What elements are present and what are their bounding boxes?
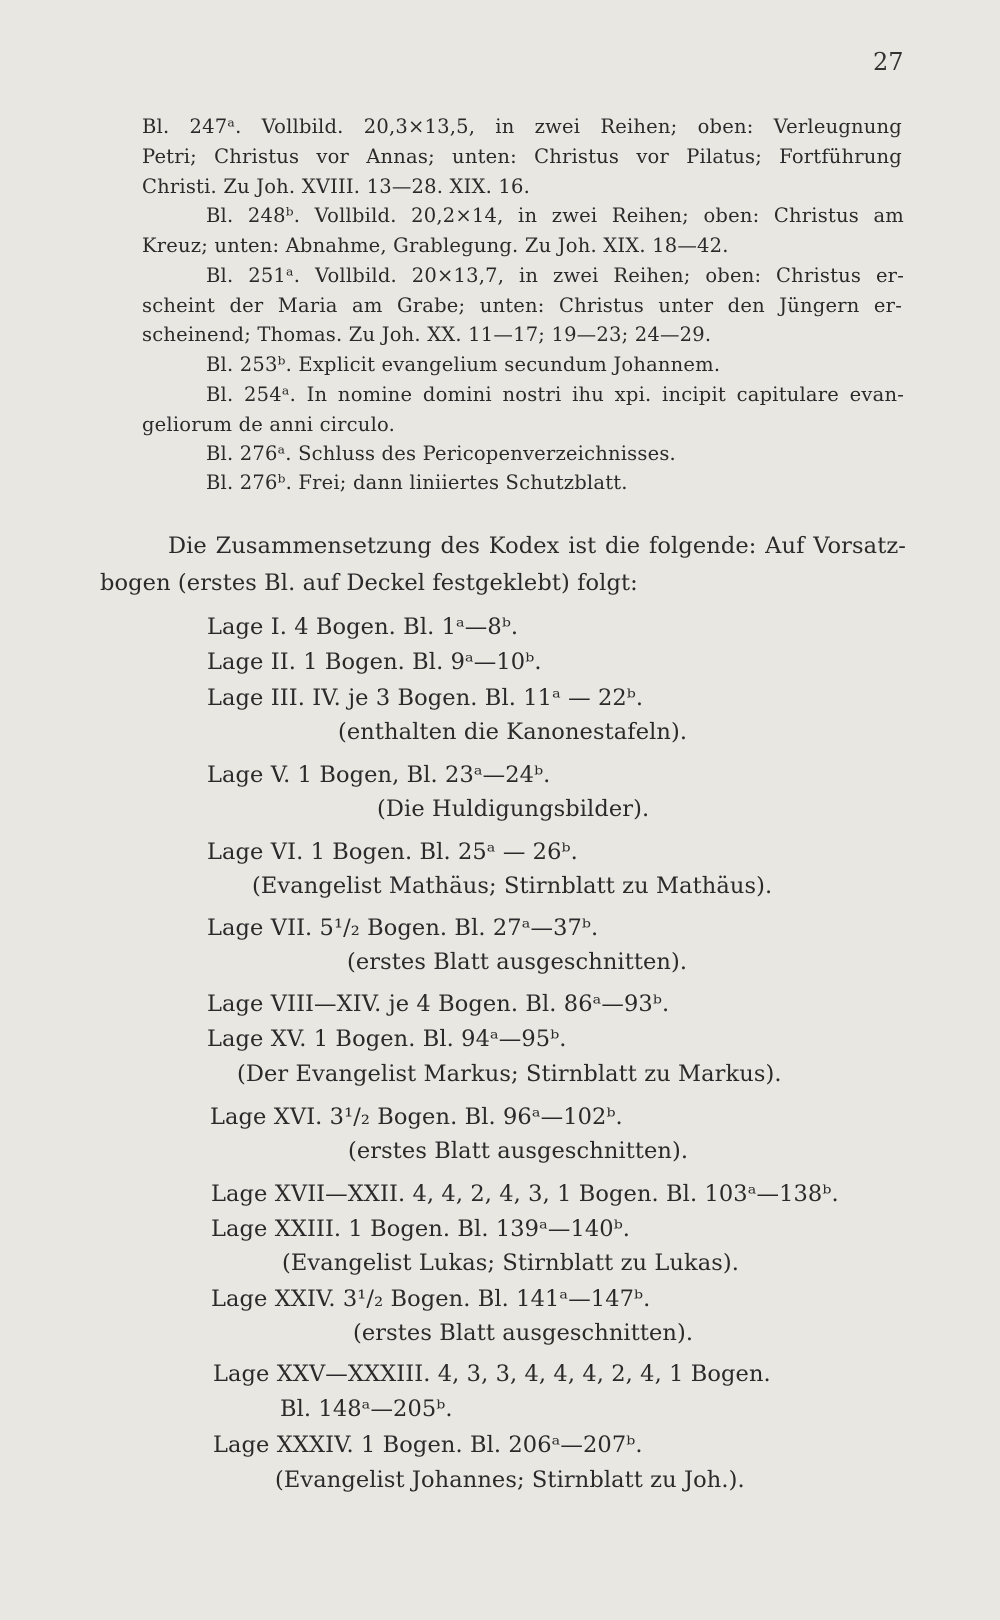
entry-line: Christi. Zu Joh. XVIII. 13—28. XIX. 16. (142, 175, 531, 198)
lage-line: Lage I. 4 Bogen. Bl. 1ᵃ—8ᵇ. (207, 614, 519, 640)
lage-note: (enthalten die Kanonestafeln). (338, 719, 688, 745)
lage-line: Lage V. 1 Bogen, Bl. 23ᵃ—24ᵇ. (207, 762, 551, 788)
intro-line: Die Zusammensetzung des Kodex ist die folgende: Auf Vorsatz- (168, 533, 906, 559)
lage-note: (erstes Blatt ausgeschnitten). (348, 1138, 689, 1164)
entry-line: scheint der Maria am Grabe; unten: Christus unter den Jüngern er- (142, 294, 902, 317)
lage-line: Lage XVI. 3¹/₂ Bogen. Bl. 96ᵃ—102ᵇ. (210, 1104, 623, 1130)
entry-line: Kreuz; unten: Abnahme, Grablegung. Zu Joh. XIX. 18—42. (142, 234, 729, 257)
entry-line: Bl. 251ᵃ. Vollbild. 20×13,7, in zwei Reihen; oben: Christus er- (206, 264, 904, 287)
lage-line: Lage VII. 5¹/₂ Bogen. Bl. 27ᵃ—37ᵇ. (207, 915, 599, 941)
page-number: 27 (873, 48, 904, 76)
lage-note: (Evangelist Johannes; Stirnblatt zu Joh.). (275, 1467, 745, 1493)
entry-line: Bl. 276ᵇ. Frei; dann liniiertes Schutzblatt. (206, 471, 628, 494)
lage-line: Bl. 148ᵃ—205ᵇ. (280, 1396, 453, 1422)
lage-line: Lage VI. 1 Bogen. Bl. 25ᵃ — 26ᵇ. (207, 839, 578, 865)
lage-note: (Evangelist Lukas; Stirnblatt zu Lukas). (282, 1250, 740, 1276)
lage-line: Lage XXIV. 3¹/₂ Bogen. Bl. 141ᵃ—147ᵇ. (211, 1286, 651, 1312)
entry-line: Bl. 253ᵇ. Explicit evangelium secundum Johannem. (206, 353, 721, 376)
entry-line: Bl. 248ᵇ. Vollbild. 20,2×14, in zwei Reihen; oben: Christus am (206, 204, 904, 227)
lage-line: Lage III. IV. je 3 Bogen. Bl. 11ᵃ — 22ᵇ. (207, 685, 644, 711)
entry-line: Bl. 247ᵃ. Vollbild. 20,3×13,5, in zwei Reihen; oben: Verleugnung (142, 115, 902, 138)
lage-line: Lage XXV—XXXIII. 4, 3, 3, 4, 4, 4, 2, 4, 1 Bogen. (213, 1361, 771, 1387)
lage-note: (Der Evangelist Markus; Stirnblatt zu Markus). (237, 1061, 782, 1087)
lage-note: (erstes Blatt ausgeschnitten). (353, 1320, 694, 1346)
entry-line: Bl. 254ᵃ. In nomine domini nostri ihu xpi. incipit capitulare evan- (206, 383, 904, 406)
lage-line: Lage XV. 1 Bogen. Bl. 94ᵃ—95ᵇ. (207, 1026, 567, 1052)
lage-line: Lage XXXIV. 1 Bogen. Bl. 206ᵃ—207ᵇ. (213, 1432, 643, 1458)
lage-line: Lage VIII—XIV. je 4 Bogen. Bl. 86ᵃ—93ᵇ. (207, 991, 670, 1017)
lage-note: (Die Huldigungsbilder). (377, 796, 650, 822)
entry-line: scheinend; Thomas. Zu Joh. XX. 11—17; 19—23; 24—29. (142, 323, 712, 346)
lage-note: (erstes Blatt ausgeschnitten). (347, 949, 688, 975)
entry-line: Bl. 276ᵃ. Schluss des Pericopenverzeichnisses. (206, 442, 676, 465)
lage-line: Lage II. 1 Bogen. Bl. 9ᵃ—10ᵇ. (207, 649, 542, 675)
intro-line: bogen (erstes Bl. auf Deckel festgeklebt) folgt: (100, 570, 638, 596)
lage-line: Lage XVII—XXII. 4, 4, 2, 4, 3, 1 Bogen. Bl. 103ᵃ—138ᵇ. (211, 1181, 839, 1207)
entry-line: geliorum de anni circulo. (142, 413, 395, 436)
entry-line: Petri; Christus vor Annas; unten: Christus vor Pilatus; Fortführung (142, 145, 902, 168)
lage-line: Lage XXIII. 1 Bogen. Bl. 139ᵃ—140ᵇ. (211, 1216, 631, 1242)
lage-note: (Evangelist Mathäus; Stirnblatt zu Mathäus). (252, 873, 773, 899)
